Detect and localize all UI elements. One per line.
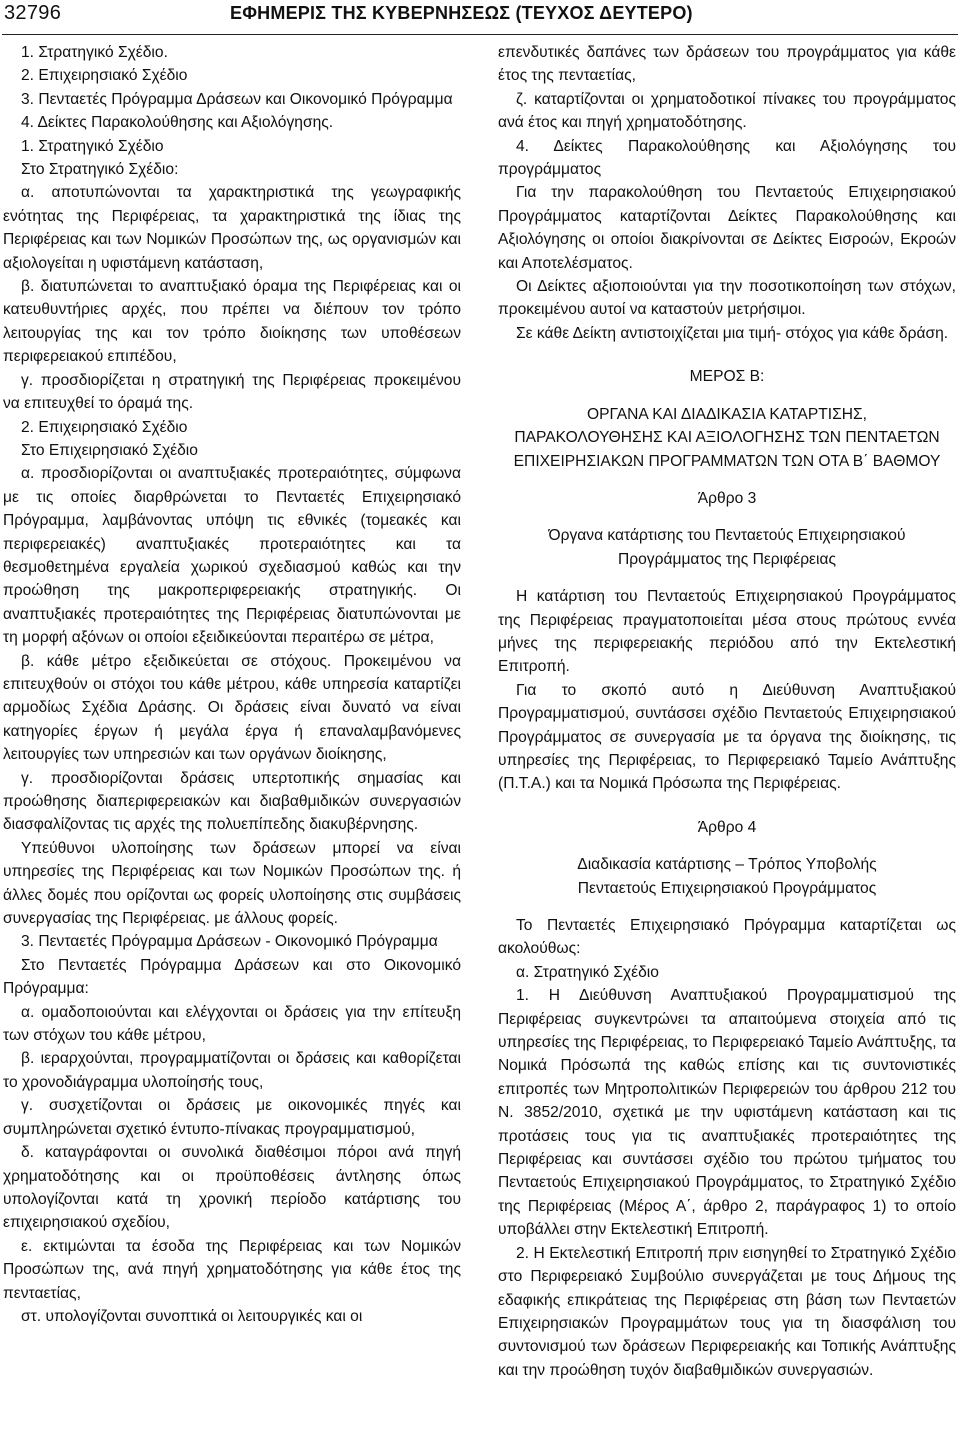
gazette-title: ΕΦΗΜΕΡΙΣ ΤΗΣ ΚΥΒΕΡΝΗΣΕΩΣ (ΤΕΥΧΟΣ ΔΕΥΤΕΡΟ) <box>230 3 693 23</box>
paragraph: Υπεύθυνοι υλοποίησης των δράσεων μπορεί να είναι υπηρεσίες της Περιφέρειας και των Νομικών Προσώπων της. ή άλλες δομές που ορίζονται ως φορείς υλοποίησης στις συμβάσεις συνεργασίας της Περιφέρειας. με άλλους φορείς. <box>3 839 461 928</box>
paragraph: Για την παρακολούθηση του Πενταετούς Επιχειρησιακού Προγράμματος καταρτίζονται Δείκτες Παρακολούθησης και Αξιολόγησης οι οποίοι διακρίνονται σε Δείκτες Εισροών, Εκροών και Αποτελέσματος. <box>498 184 956 272</box>
paragraph: γ. συσχετίζονται οι δράσεις με οικονομικές πηγές και συμπληρώνεται σχετικό έντυπο-πίνακας προγραμματισμού, <box>3 1097 461 1138</box>
article-number: Άρθρο 3 <box>697 489 757 507</box>
paragraph: δ. καταγράφονται οι συνολικά διαθέσιμοι πόροι ανά πηγή χρηματοδότησης και οι προϋποθέσεις άντλησης όπως υπολογίζονται κατά τη χρονική περίοδο κατάρτισης του επιχειρησιακού σχεδίου, <box>3 1144 461 1232</box>
paragraph: Σε κάθε Δείκτη αντιστοιχίζεται μια τιμή- στόχος για κάθε δράση. <box>516 324 949 342</box>
paragraph: γ. προσδιορίζεται η στρατηγική της Περιφέρειας προκειμένου να επιτευχθεί το όραμά της. <box>3 371 461 413</box>
part-title: ΜΕΡΟΣ Β: <box>689 368 765 386</box>
paragraph: β. κάθε μέτρο εξειδικεύεται σε στόχους. Προκειμένου να επιτευχθούν οι στόχοι του κάθε μέτρου, κάθε υπηρεσία καταρτίζει αρμοδίως Σχέδια Δράσης. Οι δράσεις είναι δυνατό να είναι κατηγορίες έργων ή μεγάλα έργα ή επαναλαμβανόμενες λειτουργίες των υπηρεσιών και των οργάνων διοίκησης, <box>3 652 461 764</box>
header-rule <box>2 34 958 35</box>
toc-item: 4. Δείκτες Παρακολούθησης και Αξιολόγησης. <box>21 114 334 132</box>
paragraph: Οι Δείκτες αξιοποιούνται για την ποσοτικοποίηση των στόχων, προκειμένου αυτοί να καταστούν μετρήσιμοι. <box>498 278 956 319</box>
paragraph: Για το σκοπό αυτό η Διεύθυνση Αναπτυξιακού Προγραμματισμού, συντάσσει σχέδιο Πενταετούς Επιχειρησιακού Προγράμματος σε συνεργασία με τα όργανα της διοίκησης, τις υπηρεσίες της Περιφέρειας, το Περιφερειακό Ταμείο Ανάπτυξης (Π.Τ.Α.) και τα Νομικά Πρόσωπα της Περιφέρειας. <box>498 681 956 793</box>
toc-item: 3. Πενταετές Πρόγραμμα Δράσεων και Οικονομικό Πρόγραμμα <box>21 90 453 108</box>
paragraph: α. ομαδοποιούνται και ελέγχονται οι δράσεις για την επίτευξη των στόχων του κάθε μέτρου, <box>3 1003 461 1045</box>
left-column <box>3 41 461 1328</box>
page-header <box>0 0 960 38</box>
article-title: Όργανα κατάρτισης του Πενταετούς Επιχειρησιακού Προγράμματος της Περιφέρειας <box>548 527 906 568</box>
section-heading: 2. Επιχειρησιακό Σχέδιο <box>21 418 188 436</box>
paragraph: β. ιεραρχούνται, προγραμματίζονται οι δράσεις και καθορίζεται το χρονοδιάγραμμα υλοποίησής τους, <box>3 1050 461 1091</box>
section-heading: 1. Στρατηγικό Σχέδιο <box>21 137 164 155</box>
section-intro: Στο Στρατηγικό Σχέδιο: <box>21 161 179 179</box>
article-number: Άρθρο 4 <box>697 818 757 836</box>
paragraph: γ. προσδιορίζονται δράσεις υπερτοπικής σημασίας και προώθησης διαπεριφερειακών και διαβαθμιδικών συνεργασιών διασφαλίζοντας τις αρχές της πολυεπίπεδης διακυβέρνησης. <box>3 769 461 834</box>
toc-item: 1. Στρατηγικό Σχέδιο. <box>21 44 168 61</box>
paragraph: 2. Η Εκτελεστική Επιτροπή πριν εισηγηθεί το Στρατηγικό Σχέδιο στο Περιφερειακό Συμβούλιο συνεργάζεται με τους Δήμους της εδαφικής επικράτειας της Περιφέρειας στη βάση των Πενταετών Επιχειρησιακών Προγραμμάτων τους για τη διασφάλιση του συντονισμού των δράσεων Περιφερειακής και Τοπικής Ανάπτυξης και την προώθηση τυχόν διαβαθμιδικών συνεργασιών. <box>498 1244 956 1379</box>
page-number: 32796 <box>4 2 62 24</box>
article-title: Διαδικασία κατάρτισης – Τρόπος Υποβολής Πενταετούς Επιχειρησιακού Προγράμματος <box>577 856 877 897</box>
subsection-heading: α. Στρατηγικό Σχέδιο <box>516 963 659 981</box>
paragraph: α. αποτυπώνονται τα χαρακτηριστικά της γεωγραφικής ενότητας της Περιφέρειας, τα χαρακτηριστικά της ίδιας της Περιφέρειας και των Νομικών Προσώπων της, ως οργανισμών και αξιολογείται η υφιστάμενη κατάσταση, <box>3 184 461 272</box>
section-intro: Στο Επιχειρησιακό Σχέδιο <box>21 441 198 459</box>
section-heading: 4. Δείκτες Παρακολούθησης και Αξιολόγησης του προγράμματος <box>498 137 956 179</box>
part-subtitle: ΟΡΓΑΝΑ ΚΑΙ ΔΙΑΔΙΚΑΣΙΑ ΚΑΤΑΡΤΙΣΗΣ, ΠΑΡΑΚΟΛΟΥΘΗΣΗΣ ΚΑΙ ΑΞΙΟΛΟΓΗΣΗΣ ΤΩΝ ΠΕΝΤΑΕΤΩΝ ΕΠΙΧΕΙΡΗΣΙΑΚΩΝ ΠΡΟΓΡΑΜΜΑΤΩΝ ΤΩΝ ΟΤΑ Β΄ ΒΑΘΜΟΥ <box>513 405 941 470</box>
section-intro: Στο Πενταετές Πρόγραμμα Δράσεων και στο Οικονομικό Πρόγραμμα: <box>3 956 461 998</box>
paragraph: επενδυτικές δαπάνες των δράσεων του προγράμματος για κάθε έτος της πενταετίας, <box>498 44 956 85</box>
paragraph: ζ. καταρτίζονται οι χρηματοδοτικοί πίνακες του προγράμματος ανά έτος και πηγή χρηματοδότησης. <box>498 90 956 132</box>
toc-item: 2. Επιχειρησιακό Σχέδιο <box>21 67 188 85</box>
paragraph: α. προσδιορίζονται οι αναπτυξιακές προτεραιότητες, σύμφωνα με τις οποίες διαρθρώνεται το Πενταετές Επιχειρησιακό Πρόγραμμα, λαμβάνοντας υπόψη τις εθνικές (τομεακές και περιφερειακές) αναπτυξιακές προτεραιότητες και τα θεσμοθετημένα εργαλεία χωρικού σχεδιασμού καθώς και την προώθηση της μακροπεριφερειακής στρατηγικής. Οι αναπτυξιακές προτεραιότητες της Περιφέρειας διατυπώνονται με τη μορφή αξόνων οι οποίοι εξειδικεύονται περαιτέρω σε μέτρα, <box>3 465 461 647</box>
paragraph: Η κατάρτιση του Πενταετούς Επιχειρησιακού Προγράμματος της Περιφέρειας πραγματοποιείται μέσα στους πρώτους εννέα μήνες της περιφερειακής περιόδου από την Εκτελεστική Επιτροπή. <box>498 588 956 676</box>
paragraph: στ. υπολογίζονται συνοπτικά οι λειτουργικές και οι <box>21 1307 363 1325</box>
right-column <box>498 41 956 1382</box>
paragraph: 1. Η Διεύθυνση Αναπτυξιακού Προγραμματισμού της Περιφέρειας συγκεντρώνει τα απαιτούμενα στοιχεία από τις υπηρεσίες της Περιφέρειας, το Περιφερειακό Ταμείο Ανάπτυξης, τα Νομικά Πρόσωπά της καθώς επίσης και τις συντονιστικές επιτροπές των Μητροπολιτικών Περιφερειών του άρθρου 212 του Ν. 3852/2010, σχετικά με την υφιστάμενη κατάσταση και τις προτάσεις τους για τις αναπτυξιακές προτεραιότητες της Περιφέρειας και συντάσσει σχέδιο του πρώτου τμήματος του Πενταετούς Επιχειρησιακού Προγράμματος, το Στρατηγικό Σχέδιο της Περιφέρειας (Μέρος Α΄, άρθρο 2, παράγραφος 1) το οποίο υποβάλλει στην Εκτελεστική Επιτροπή. <box>498 987 956 1239</box>
paragraph: β. διατυπώνεται το αναπτυξιακό όραμα της Περιφέρειας και οι κατευθυντήριες αρχές, που πρέπει να διέπουν τον τρόπο λειτουργίας της και τον τρόπο διοίκησης των υποθέσεων περιφερειακού επιπέδου, <box>3 278 461 366</box>
section-heading: 3. Πενταετές Πρόγραμμα Δράσεων - Οικονομικό Πρόγραμμα <box>21 933 438 951</box>
paragraph: Το Πενταετές Επιχειρησιακό Πρόγραμμα καταρτίζεται ως ακολούθως: <box>498 917 956 958</box>
paragraph: ε. εκτιμώνται τα έσοδα της Περιφέρειας και των Νομικών Προσώπων της, ανά πηγή χρηματοδότησης για κάθε έτος της πενταετίας, <box>3 1237 461 1302</box>
